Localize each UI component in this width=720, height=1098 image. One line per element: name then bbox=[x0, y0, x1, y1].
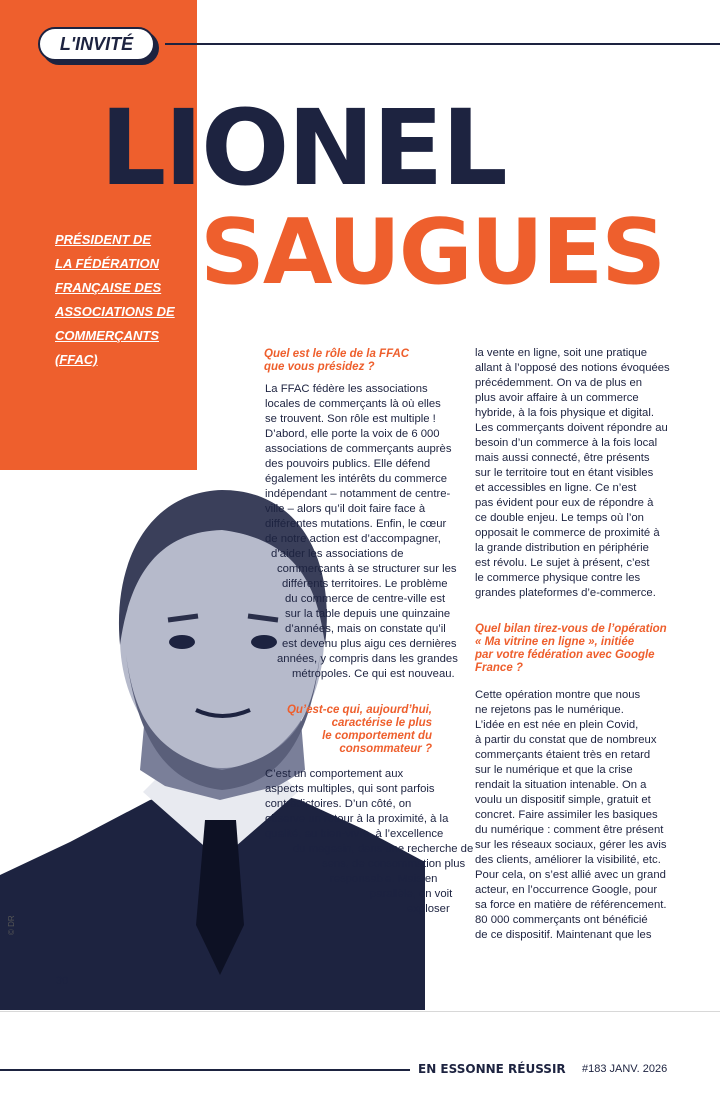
answer-1 bbox=[265, 382, 458, 682]
answer-line: responsable. Mais en bbox=[330, 873, 438, 885]
answer-line: acteur, en l’occurrence Google, pour bbox=[475, 884, 658, 896]
answer-line: pas évident pour eux de répondre à bbox=[475, 497, 654, 509]
subtitle-line: FRANÇAISE DES bbox=[55, 280, 162, 295]
answer-line: le commerce physique contre les bbox=[475, 572, 641, 584]
interviewee-last-name: SAUGUES bbox=[200, 200, 665, 305]
question-line: le comportement du bbox=[322, 730, 432, 742]
answer-line: observe un retour à la proximité, à la bbox=[265, 813, 449, 825]
subtitle-line: ASSOCIATIONS DE bbox=[55, 304, 175, 319]
answer-line: contradictoires. D’un côté, on bbox=[265, 798, 412, 810]
question-3 bbox=[475, 623, 667, 675]
answer-2-continued bbox=[475, 346, 670, 601]
answer-line: 80 000 commerçants ont bénéficié bbox=[475, 914, 648, 926]
page-divider bbox=[0, 1011, 720, 1012]
answer-line: à partir du constat que de nombreux bbox=[475, 734, 657, 746]
rubric-rule bbox=[165, 43, 720, 45]
answer-line: sur les réseaux sociaux, gérer les avis bbox=[475, 839, 667, 851]
answer-line: mais aussi connecté, être présents bbox=[475, 452, 650, 464]
answer-line: d’années, mais on constate qu’il bbox=[285, 623, 446, 635]
answer-line: Cette opération montre que nous bbox=[475, 689, 641, 701]
answer-line: La FFAC fédère les associations bbox=[265, 383, 428, 395]
question-line: France ? bbox=[475, 662, 523, 674]
answer-2 bbox=[265, 767, 474, 917]
answer-line: également les intérêts du commerce bbox=[265, 473, 448, 485]
answer-line: rendait la situation intenable. On a bbox=[475, 779, 647, 791]
answer-line: différentes mutations. Enfin, le cœur bbox=[265, 518, 447, 530]
question-line: Qu’est-ce qui, aujourd’hui, bbox=[286, 704, 432, 716]
answer-line: années, y compris dans les grandes bbox=[277, 653, 458, 665]
issue-number: #183 JANV. 2026 bbox=[582, 1063, 668, 1075]
page-number: 30 bbox=[56, 975, 69, 987]
answer-line: commerçants à se structurer sur les bbox=[277, 563, 457, 575]
question-line: que vous présidez ? bbox=[264, 361, 375, 373]
answer-line: L’idée en est née en plein Covid, bbox=[475, 719, 639, 731]
interviewee-first-name: LIONEL bbox=[100, 87, 506, 209]
answer-line: et accessibles en ligne. Ce n’est bbox=[475, 482, 637, 494]
answer-line: précédemment. On va de plus en bbox=[475, 377, 643, 389]
answer-line: différents territoires. Le problème bbox=[282, 578, 448, 590]
rubric-badge: L'INVITÉ bbox=[38, 27, 155, 61]
answer-line: d’aider les associations de bbox=[271, 548, 404, 560]
answer-line: des pouvoirs publics. Elle défend bbox=[265, 458, 431, 470]
answer-line: ce double enjeu. Le temps où l’on bbox=[475, 512, 644, 524]
answer-line: la grande distribution en périphérie bbox=[475, 542, 649, 554]
answer-line: Les commerçants doivent répondre au bbox=[475, 422, 668, 434]
answer-line: indépendant – notamment de centre- bbox=[265, 488, 451, 500]
answer-line: se trouvent. Son rôle est multiple ! bbox=[265, 413, 436, 425]
question-line: Quel est le rôle de la FFAC bbox=[264, 348, 410, 360]
question-line: Quel bilan tirez-vous de l’opération bbox=[475, 623, 667, 635]
answer-line: ne rejetons pas le numérique. bbox=[475, 704, 624, 716]
answer-line: des clients, améliorer la visibilité, etc. bbox=[475, 854, 661, 866]
answer-line: exploser bbox=[407, 903, 450, 915]
subtitle-line: PRÉSIDENT DE bbox=[55, 232, 152, 247]
answer-line: est devenu plus aigu ces dernières bbox=[282, 638, 457, 650]
answer-line: associations de commerçants auprès bbox=[265, 443, 452, 455]
interviewee-title bbox=[55, 228, 195, 372]
answer-line: grandes plateformes d’e-commerce. bbox=[475, 587, 656, 599]
answer-line: plus avoir affaire à un commerce bbox=[475, 392, 639, 404]
answer-line: parallèle, on voit bbox=[370, 888, 453, 900]
subtitle-line: (FFAC) bbox=[55, 352, 98, 367]
question-line: par votre fédération avec Google bbox=[475, 649, 655, 661]
question-line: caractérise le plus bbox=[331, 717, 432, 729]
answer-line: ville – alors qu’il doit faire face à bbox=[265, 503, 426, 515]
answer-line: du numérique : comment être présent bbox=[475, 824, 664, 836]
answer-line: hybride, à la fois physique et digital. bbox=[475, 407, 654, 419]
answer-line: allant à l’opposé des notions évoquées bbox=[475, 362, 670, 374]
magazine-masthead: EN ESSONNE RÉUSSIR bbox=[418, 1062, 566, 1076]
answer-line: de ce dispositif. Maintenant que les bbox=[475, 929, 652, 941]
answer-line: C’est un comportement aux bbox=[265, 768, 404, 780]
answer-line: du magasin, dans une recherche de bbox=[293, 843, 474, 855]
answer-line: sur le numérique et que la crise bbox=[475, 764, 633, 776]
answer-line: opposait le commerce de proximité à bbox=[475, 527, 660, 539]
answer-line: aspects multiples, qui sont parfois bbox=[265, 783, 435, 795]
answer-line: sa force en matière de référencement. bbox=[475, 899, 667, 911]
answer-line: de notre action est d’accompagner, bbox=[265, 533, 441, 545]
answer-line: sur le territoire tout en étant visibles bbox=[475, 467, 654, 479]
masthead-rule bbox=[0, 1069, 410, 1071]
answer-line: métropoles. Ce qui est nouveau. bbox=[292, 668, 455, 680]
question-line: « Ma vitrine en ligne », initiée bbox=[475, 636, 635, 648]
photo-credit: © DR bbox=[7, 915, 16, 935]
answer-line: qualité, au bien-vivre, à l’excellence bbox=[265, 828, 444, 840]
answer-3 bbox=[475, 688, 667, 943]
answer-line: commerçants étaient très en retard bbox=[475, 749, 651, 761]
question-2 bbox=[268, 704, 432, 756]
question-1 bbox=[264, 348, 409, 374]
answer-line: du commerce de centre-ville est bbox=[285, 593, 446, 605]
answer-line: sens, de consommation plus bbox=[322, 858, 466, 870]
question-line: consommateur ? bbox=[339, 743, 432, 755]
answer-line: besoin d’un commerce à la fois local bbox=[475, 437, 658, 449]
subtitle-line: COMMERÇANTS bbox=[55, 328, 159, 343]
answer-line: locales de commerçants là où elles bbox=[265, 398, 441, 410]
answer-line: est révolu. Le sujet à présent, c’est bbox=[475, 557, 650, 569]
answer-line: concret. Faire assimiler les basiques bbox=[475, 809, 658, 821]
subtitle-line: LA FÉDÉRATION bbox=[55, 256, 159, 271]
answer-line: Pour cela, on s’est allié avec un grand bbox=[475, 869, 666, 881]
answer-line: voulu un dispositif simple, gratuit et bbox=[475, 794, 651, 806]
answer-line: sur la table depuis une quinzaine bbox=[285, 608, 451, 620]
answer-line: D’abord, elle porte la voix de 6 000 bbox=[265, 428, 440, 440]
answer-line: la vente en ligne, soit une pratique bbox=[475, 347, 648, 359]
